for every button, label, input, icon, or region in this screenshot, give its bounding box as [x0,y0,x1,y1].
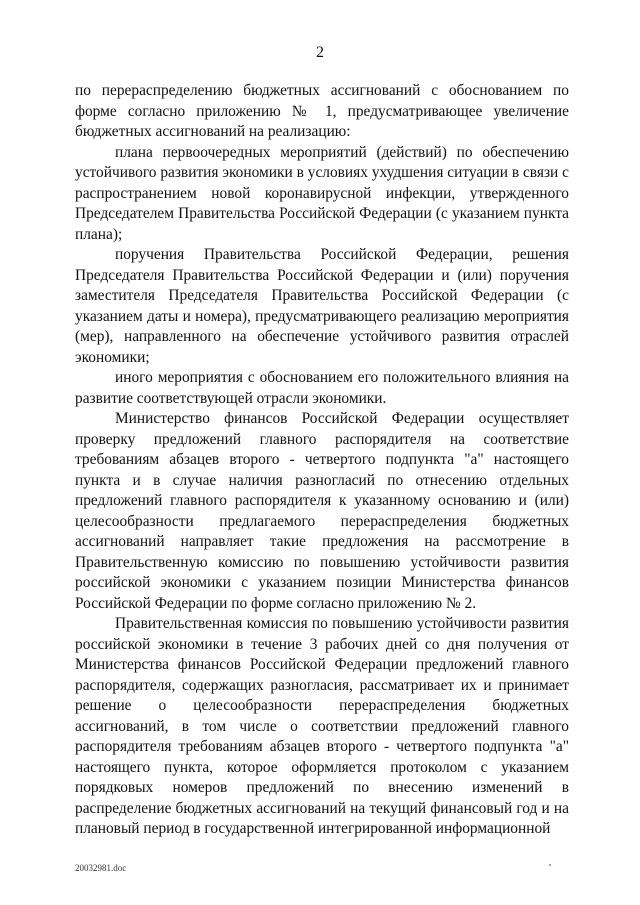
footer-mark [549,864,551,866]
paragraph-intro: по перераспределению бюджетных ассигнований с обоснованием по форме согласно приложению № 1, предусматривающее увеличение бюджетных ассигнований на реализацию: [75,82,569,140]
page-number: 2 [316,44,324,61]
paragraph-instructions: поручения Правительства Российской Федерации, решения Председателя Правительства Российской Федерации и (или) поручения заместителя Председателя Правительства Российской Федерации (с указанием даты и номера), предусматривающего реализацию мероприятия (мер), направленного на обеспечение устойчивого развития отраслей экономики; [75,246,569,366]
paragraph-ministry-check: Министерство финансов Российской Федерации осуществляет проверку предложений главного распорядителя на соответствие требованиям абзацев второго - четвертого подпункта "а" настоящего пункта и в случае наличия разногласий по отнесению отдельных предложений главного распорядителя к указанному основанию и (или) целесообразности предлагаемого перераспределения бюджетных ассигнований направляет такие предложения на рассмотрение в Правительственную комиссию по повышению устойчивости развития российской экономики с указанием позиции Министерства финансов Российской Федерации по форме согласно приложению № 2. [75,410,569,612]
paragraph-plan: плана первоочередных мероприятий (действий) по обеспечению устойчивого развития экономики в условиях ухудшения ситуации в связи с распространением новой коронавирусной инфекции, утвержденного Председателем Правительства Российской Федерации (с указанием пункта плана); [75,143,569,243]
paragraph-other-measure: иного мероприятия с обоснованием его положительного влияния на развитие соответствующей отрасли экономики. [75,369,569,407]
document-body [75,81,569,840]
paragraph-commission: Правительственная комиссия по повышению устойчивости развития российской экономики в течение 3 рабочих дней со дня получения от Министерства финансов Российской Федерации предложений главного распорядителя, содержащих разногласия, рассматривает их и принимает решение о целесообразности перераспределения бюджетных ассигнований, в том числе о соответствии предложений главного распорядителя требованиям абзацев второго - четвертого подпункта "а" настоящего пункта, которое оформляется протоколом с указанием порядковых номеров предложений по внесению изменений в распределение бюджетных ассигнований на текущий финансовый год и на плановый период в государственной интегрированной информационной [75,615,569,837]
footer-file-name: 20032981.doc [75,863,127,873]
